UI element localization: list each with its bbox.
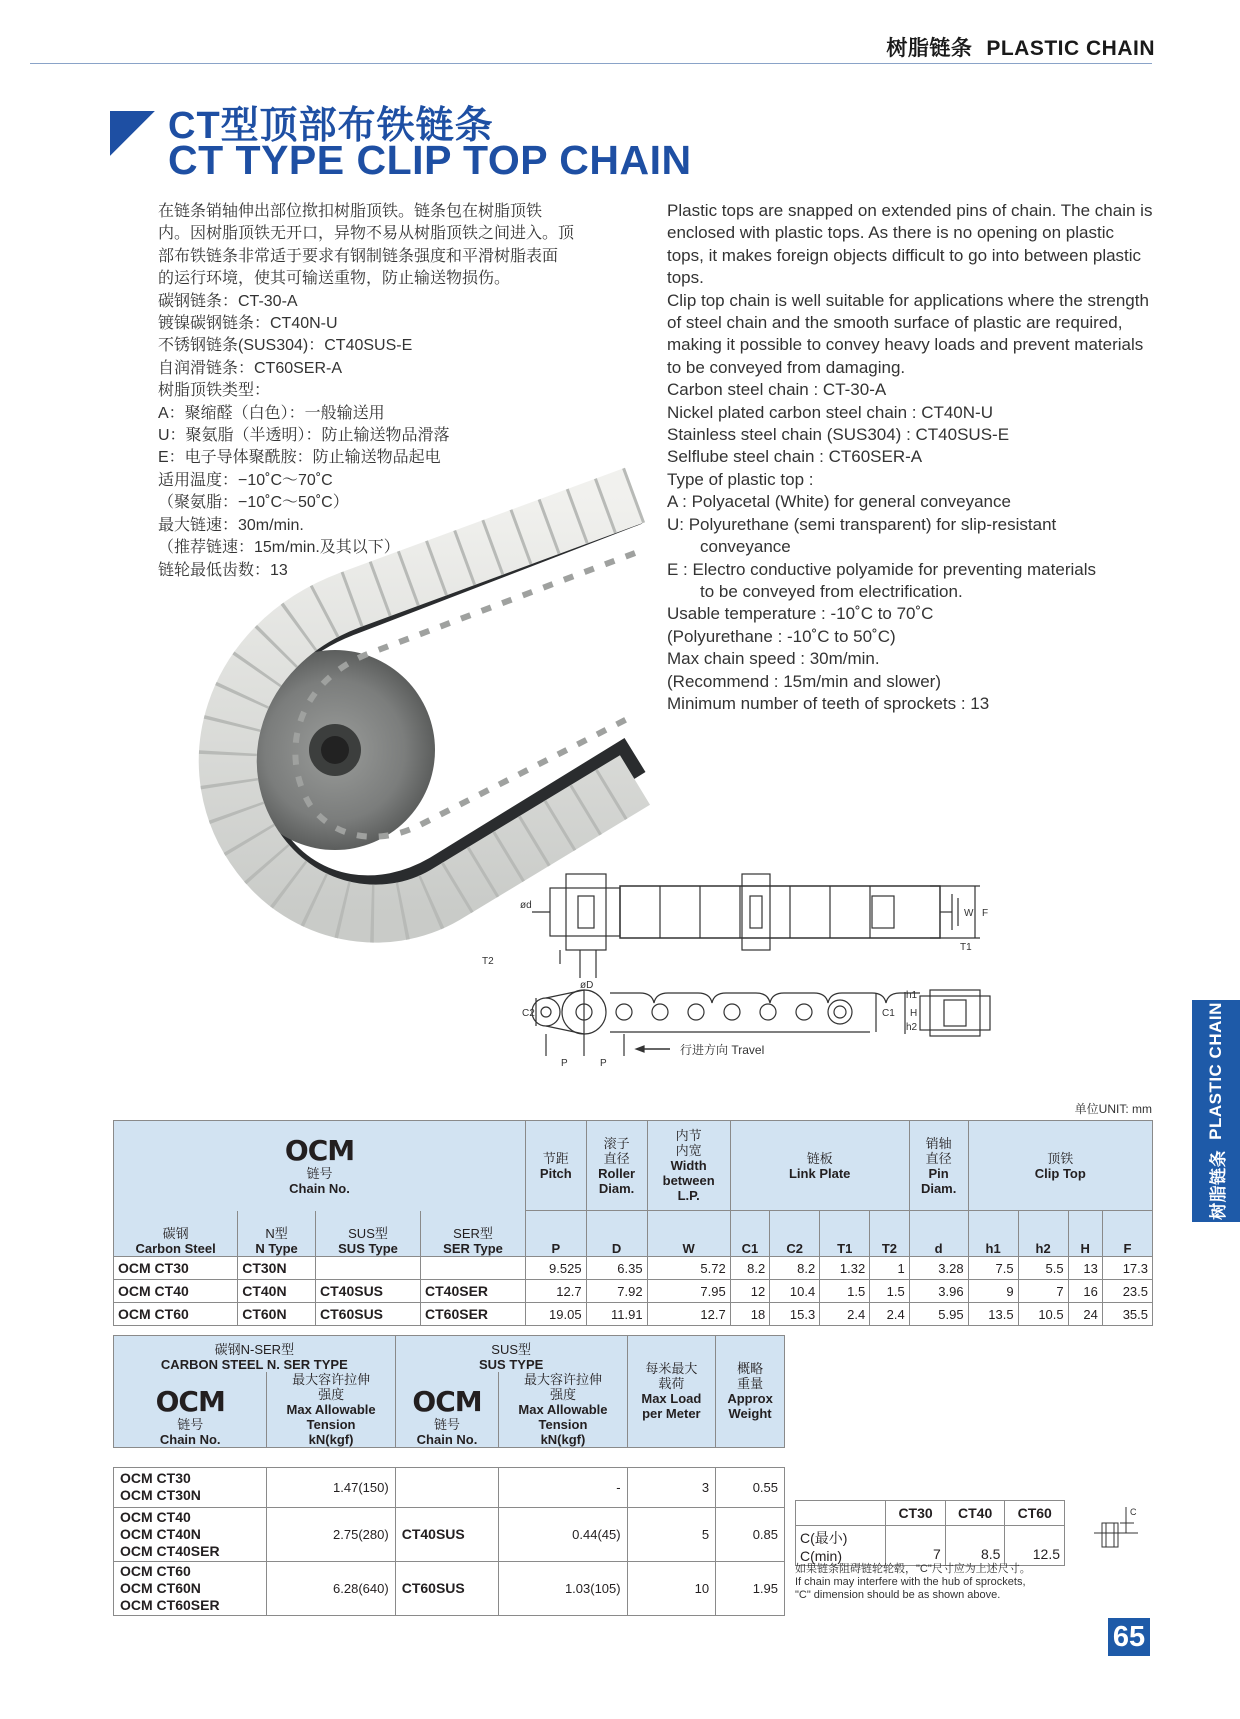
ocm-logo: OCM xyxy=(284,1133,355,1167)
value-cell: 1.5 xyxy=(870,1280,909,1303)
col-w: W xyxy=(647,1211,730,1257)
sus-tension-cell: 1.03(105) xyxy=(499,1561,627,1615)
value-cell: 5.5 xyxy=(1018,1257,1068,1280)
chain-list-cell xyxy=(114,1561,267,1615)
header-title-en: PLASTIC CHAIN xyxy=(986,37,1155,60)
c-row-label: C(最小) C(min) xyxy=(796,1526,886,1566)
side-tab-cn: 树脂链条 xyxy=(1208,1149,1228,1220)
label-oD: øD xyxy=(580,980,594,991)
pitch-header: 节距 Pitch xyxy=(526,1121,587,1211)
clip-top-header: 顶铁 Clip Top xyxy=(968,1121,1152,1211)
description-cn-line: （推荐链速：15m/min.及其以下） xyxy=(158,539,400,557)
chain-no: OCM CT30 xyxy=(120,1470,191,1486)
c-value-ct30: 7 xyxy=(886,1526,946,1566)
description-en-paragraph: U: Polyurethane (semi transparent) for slip-resistant xyxy=(667,514,1057,534)
value-cell: 2.4 xyxy=(870,1303,909,1326)
c-value-ct40: 8.5 xyxy=(945,1526,1005,1566)
description-en-paragraph: (Recommend : 15m/min and slower) xyxy=(667,671,941,691)
chain-no-header xyxy=(114,1121,526,1211)
max-load-cell: 3 xyxy=(627,1467,716,1507)
value-cell: 7.92 xyxy=(586,1280,647,1303)
page-header xyxy=(0,0,1240,70)
chain-no: OCM CT30N xyxy=(120,1487,201,1503)
value-cell: 9.525 xyxy=(526,1257,587,1280)
table-row xyxy=(114,1467,785,1507)
description-en-paragraph: (Polyurethane : -10˚C to 50˚C) xyxy=(667,626,896,646)
value-cell: 3.28 xyxy=(909,1257,968,1280)
dimensions-table xyxy=(113,1120,1153,1326)
description-cn-line: U：聚氨脂（半透明）：防止输送物品滑落 xyxy=(158,427,450,445)
chain-no-header-1: OCM 链号 Chain No. xyxy=(114,1372,267,1448)
value-cell: 13.5 xyxy=(968,1303,1018,1326)
description-en-paragraph: Selflube steel chain : CT60SER-A xyxy=(667,447,923,467)
description-en-paragraph: to be conveyed from electrification. xyxy=(700,581,963,601)
sus-tension-cell: - xyxy=(499,1467,627,1507)
value-cell: 7.95 xyxy=(647,1280,730,1303)
max-load-cell: 5 xyxy=(627,1507,716,1561)
ser-type-cell xyxy=(421,1257,526,1280)
chain-no: OCM CT40N xyxy=(120,1525,201,1542)
max-load-header: 每米最大 载荷 Max Load per Meter xyxy=(627,1336,716,1448)
col-h2: h2 xyxy=(1018,1211,1068,1257)
page-number: 65 xyxy=(1108,1618,1150,1656)
value-cell: 24 xyxy=(1068,1303,1102,1326)
description-en-paragraph: Nickel plated carbon steel chain : CT40N-U xyxy=(667,402,993,422)
table-row xyxy=(114,1280,1153,1303)
description-en xyxy=(667,200,1153,715)
side-tab-en: PLASTIC CHAIN xyxy=(1206,1002,1225,1140)
col-ser-type: SER型 SER Type xyxy=(421,1211,526,1257)
pin-header: 销轴 直径 Pin Diam. xyxy=(909,1121,968,1211)
sus-tension-cell: 0.44(45) xyxy=(499,1507,627,1561)
description-cn-line: 链轮最低齿数：13 xyxy=(158,561,288,579)
weight-cell: 0.85 xyxy=(716,1507,785,1561)
description-cn-line: 自润滑链条：CT60SER-A xyxy=(158,359,343,377)
table-row xyxy=(114,1303,1153,1326)
carbon-steel-cell: OCM CT60 xyxy=(114,1303,238,1326)
c-note xyxy=(795,1563,1095,1602)
description-cn-line: E：电子导体聚酰胺：防止输送物品起电 xyxy=(158,449,441,467)
n-type-cell: CT30N xyxy=(238,1257,316,1280)
label-t1: T1 xyxy=(960,942,972,953)
carbon-n-ser-group: 碳钢N-SER型 CARBON STEEL N. SER TYPE xyxy=(114,1336,396,1372)
col-carbon: 碳钢 Carbon Steel xyxy=(114,1211,238,1257)
col-p: P xyxy=(526,1211,587,1257)
title-triangle-icon xyxy=(110,111,155,156)
travel-direction-label: 行进方向 Travel xyxy=(680,1043,765,1057)
value-cell: 10.4 xyxy=(770,1280,820,1303)
col-h: H xyxy=(1068,1211,1102,1257)
side-tab-text xyxy=(1192,1000,1240,1222)
value-cell: 8.2 xyxy=(770,1257,820,1280)
value-cell: 18 xyxy=(730,1303,769,1326)
value-cell: 12.7 xyxy=(647,1303,730,1326)
description-cn-line: 镀镍碳钢链条：CT40N-U xyxy=(158,315,338,333)
description-cn-line: 部布铁链条非常适于要求有钢制链条强度和平滑树脂表面 xyxy=(158,247,559,265)
description-en-paragraph: E : Electro conductive polyamide for preventing materials xyxy=(667,559,1096,579)
description-en-paragraph: Max chain speed : 30m/min. xyxy=(667,649,880,669)
description-cn-line: 碳钢链条：CT-30-A xyxy=(158,292,298,310)
weight-cell: 0.55 xyxy=(716,1467,785,1507)
description-en-paragraph: Stainless steel chain (SUS304) : CT40SUS-E xyxy=(667,425,1010,445)
width-header: 内节 内宽 Width between L.P. xyxy=(647,1121,730,1211)
tension-cell: 2.75(280) xyxy=(267,1507,395,1561)
table-row xyxy=(114,1507,785,1561)
description-cn-line: A：聚缩醛（白色）：一般输送用 xyxy=(158,404,385,422)
value-cell: 23.5 xyxy=(1102,1280,1152,1303)
label-p1: P xyxy=(561,1058,568,1069)
label-w: W xyxy=(964,908,974,919)
note-line-3: "C" dimension should be as shown above. xyxy=(795,1589,1001,1601)
chain-no: OCM CT60 xyxy=(120,1562,191,1579)
description-cn-line: 树脂顶铁类型： xyxy=(158,382,271,400)
value-cell: 2.4 xyxy=(820,1303,870,1326)
value-cell: 17.3 xyxy=(1102,1257,1152,1280)
carbon-steel-cell: OCM CT30 xyxy=(114,1257,238,1280)
header-title-cn: 树脂链条 xyxy=(886,37,973,60)
col-t1: T1 xyxy=(820,1211,870,1257)
page-title-cn: CT型顶部布铁链条 xyxy=(168,105,494,147)
description-cn-line: 不锈钢链条(SUS304)：CT40SUS-E xyxy=(158,337,413,355)
label-h2: h2 xyxy=(906,1022,918,1033)
c-value-ct60: 12.5 xyxy=(1005,1526,1065,1566)
value-cell: 1.5 xyxy=(820,1280,870,1303)
unit-label: 单位UNIT: mm xyxy=(1074,1102,1152,1116)
c-col-ct30: CT30 xyxy=(886,1501,946,1526)
description-en-paragraph: Carbon steel chain : CT-30-A xyxy=(667,380,887,400)
col-t2: T2 xyxy=(870,1211,909,1257)
header-title xyxy=(886,32,1155,62)
value-cell: 8.2 xyxy=(730,1257,769,1280)
value-cell: 5.95 xyxy=(909,1303,968,1326)
c-col-ct40: CT40 xyxy=(945,1501,1005,1526)
label-f: F xyxy=(982,908,989,919)
sus-type-cell: CT60SUS xyxy=(316,1303,421,1326)
tension-header-2: 最大容许拉伸 强度 Max Allowable Tension kN(kgf) xyxy=(499,1372,627,1448)
tension-header-1: 最大容许拉伸 强度 Max Allowable Tension kN(kgf) xyxy=(267,1372,395,1448)
value-cell: 7.5 xyxy=(968,1257,1018,1280)
chain-no-header-2: OCM 链号 Chain No. xyxy=(395,1372,499,1448)
roller-header: 滚子 直径 Roller Diam. xyxy=(586,1121,647,1211)
weight-cell: 1.95 xyxy=(716,1561,785,1615)
sus-chain-cell: CT60SUS xyxy=(395,1561,499,1615)
description-cn-line: 适用温度：−10˚C～70˚C xyxy=(158,471,333,489)
description-en-paragraph: Usable temperature : -10˚C to 70˚C xyxy=(667,604,934,624)
col-h1: h1 xyxy=(968,1211,1018,1257)
col-d-pin: d xyxy=(909,1211,968,1257)
label-t2: T2 xyxy=(482,956,494,967)
value-cell: 5.72 xyxy=(647,1257,730,1280)
description-en-paragraph: A : Polyacetal (White) for general conveyance xyxy=(667,492,1011,512)
value-cell: 1 xyxy=(870,1257,909,1280)
tension-cell: 1.47(150) xyxy=(267,1467,395,1507)
col-f: F xyxy=(1102,1211,1152,1257)
label-od: ød xyxy=(520,900,532,911)
description-en-paragraph: conveyance xyxy=(700,537,791,557)
value-cell: 12 xyxy=(730,1280,769,1303)
chain-no: OCM CT60SER xyxy=(120,1596,220,1613)
sus-type-cell xyxy=(316,1257,421,1280)
tension-cell: 6.28(640) xyxy=(267,1561,395,1615)
side-tab xyxy=(1192,1000,1240,1222)
chain-no-cn: 链号 xyxy=(306,1165,333,1181)
col-c1: C1 xyxy=(730,1211,769,1257)
value-cell: 12.7 xyxy=(526,1280,587,1303)
note-line-2: If chain may interfere with the hub of sprockets, xyxy=(795,1576,1026,1588)
label-c2: C2 xyxy=(522,1008,535,1019)
max-load-cell: 10 xyxy=(627,1561,716,1615)
weight-header: 概略 重量 Approx Weight xyxy=(716,1336,785,1448)
header-rule xyxy=(30,63,1152,64)
description-en-paragraph: Type of plastic top : xyxy=(667,469,814,489)
label-h1: h1 xyxy=(906,990,918,1001)
col-n-type: N型 N Type xyxy=(238,1211,316,1257)
value-cell: 6.35 xyxy=(586,1257,647,1280)
link-plate-header: 链板 Link Plate xyxy=(730,1121,909,1211)
n-type-cell: CT60N xyxy=(238,1303,316,1326)
value-cell: 16 xyxy=(1068,1280,1102,1303)
c-min-table xyxy=(795,1500,1065,1566)
chain-no-en: Chain No. xyxy=(289,1180,350,1196)
label-h: H xyxy=(910,1008,918,1019)
value-cell: 15.3 xyxy=(770,1303,820,1326)
page-title-en: CT TYPE CLIP TOP CHAIN xyxy=(168,137,692,183)
description-cn-line: （聚氨脂：−10˚C～50˚C） xyxy=(158,494,349,512)
ser-type-cell: CT40SER xyxy=(421,1280,526,1303)
label-c1: C1 xyxy=(882,1008,895,1019)
chain-list-cell xyxy=(114,1507,267,1561)
sus-chain-cell xyxy=(395,1467,499,1507)
carbon-steel-cell: OCM CT40 xyxy=(114,1280,238,1303)
chain-no: OCM CT40 xyxy=(120,1508,191,1525)
value-cell: 11.91 xyxy=(586,1303,647,1326)
col-d-roller: D xyxy=(586,1211,647,1257)
c-dimension-figure xyxy=(1090,1503,1142,1555)
note-line-1: 如果链条阻碍链轮轮毂，"C"尺寸应为上述尺寸。 xyxy=(795,1563,1031,1575)
label-p2: P xyxy=(600,1058,607,1069)
n-type-cell: CT40N xyxy=(238,1280,316,1303)
table-row xyxy=(114,1257,1153,1280)
sus-chain-cell: CT40SUS xyxy=(395,1507,499,1561)
value-cell: 35.5 xyxy=(1102,1303,1152,1326)
c-fig-label: C xyxy=(1130,1507,1137,1517)
value-cell: 9 xyxy=(968,1280,1018,1303)
value-cell: 3.96 xyxy=(909,1280,968,1303)
chain-dimension-drawing xyxy=(482,868,1080,1080)
description-cn-line: 的运行环境，使其可输送重物，防止输送物损伤。 xyxy=(158,270,511,288)
sus-type-cell: CT40SUS xyxy=(316,1280,421,1303)
description-cn-line: 最大链速：30m/min. xyxy=(158,516,304,534)
sus-group: SUS型 SUS TYPE xyxy=(395,1336,627,1372)
description-cn-line: 在链条销轴伸出部位揿扣树脂顶铁。链条包在树脂顶铁 xyxy=(158,203,543,220)
value-cell: 13 xyxy=(1068,1257,1102,1280)
value-cell: 7 xyxy=(1018,1280,1068,1303)
description-en-paragraph: Minimum number of teeth of sprockets : 13 xyxy=(667,693,990,713)
col-sus-type: SUS型 SUS Type xyxy=(316,1211,421,1257)
chain-no: OCM CT60N xyxy=(120,1579,201,1596)
ser-type-cell: CT60SER xyxy=(421,1303,526,1326)
chain-list-cell xyxy=(114,1467,267,1507)
value-cell: 1.32 xyxy=(820,1257,870,1280)
description-en-paragraph: Clip top chain is well suitable for applications where the strength of steel chain and the smooth surface of plastic are required, making it possible to convey heavy loads and prevent materials to be conveyed from damaging. xyxy=(667,290,1149,377)
description-en-paragraph: Plastic tops are snapped on extended pins of chain. The chain is enclosed with plastic tops. As there is no opening on plastic tops, it makes foreign objects difficult to go into between plastic tops. xyxy=(667,201,1153,288)
c-col-ct60: CT60 xyxy=(1005,1501,1065,1526)
description-cn-line: 内。因树脂顶铁无开口，异物不易从树脂顶铁之间进入。顶 xyxy=(158,225,575,243)
chain-no: OCM CT40SER xyxy=(120,1542,220,1559)
value-cell: 10.5 xyxy=(1018,1303,1068,1326)
table-row xyxy=(114,1561,785,1615)
tension-table xyxy=(113,1335,785,1616)
value-cell: 19.05 xyxy=(526,1303,587,1326)
col-c2: C2 xyxy=(770,1211,820,1257)
